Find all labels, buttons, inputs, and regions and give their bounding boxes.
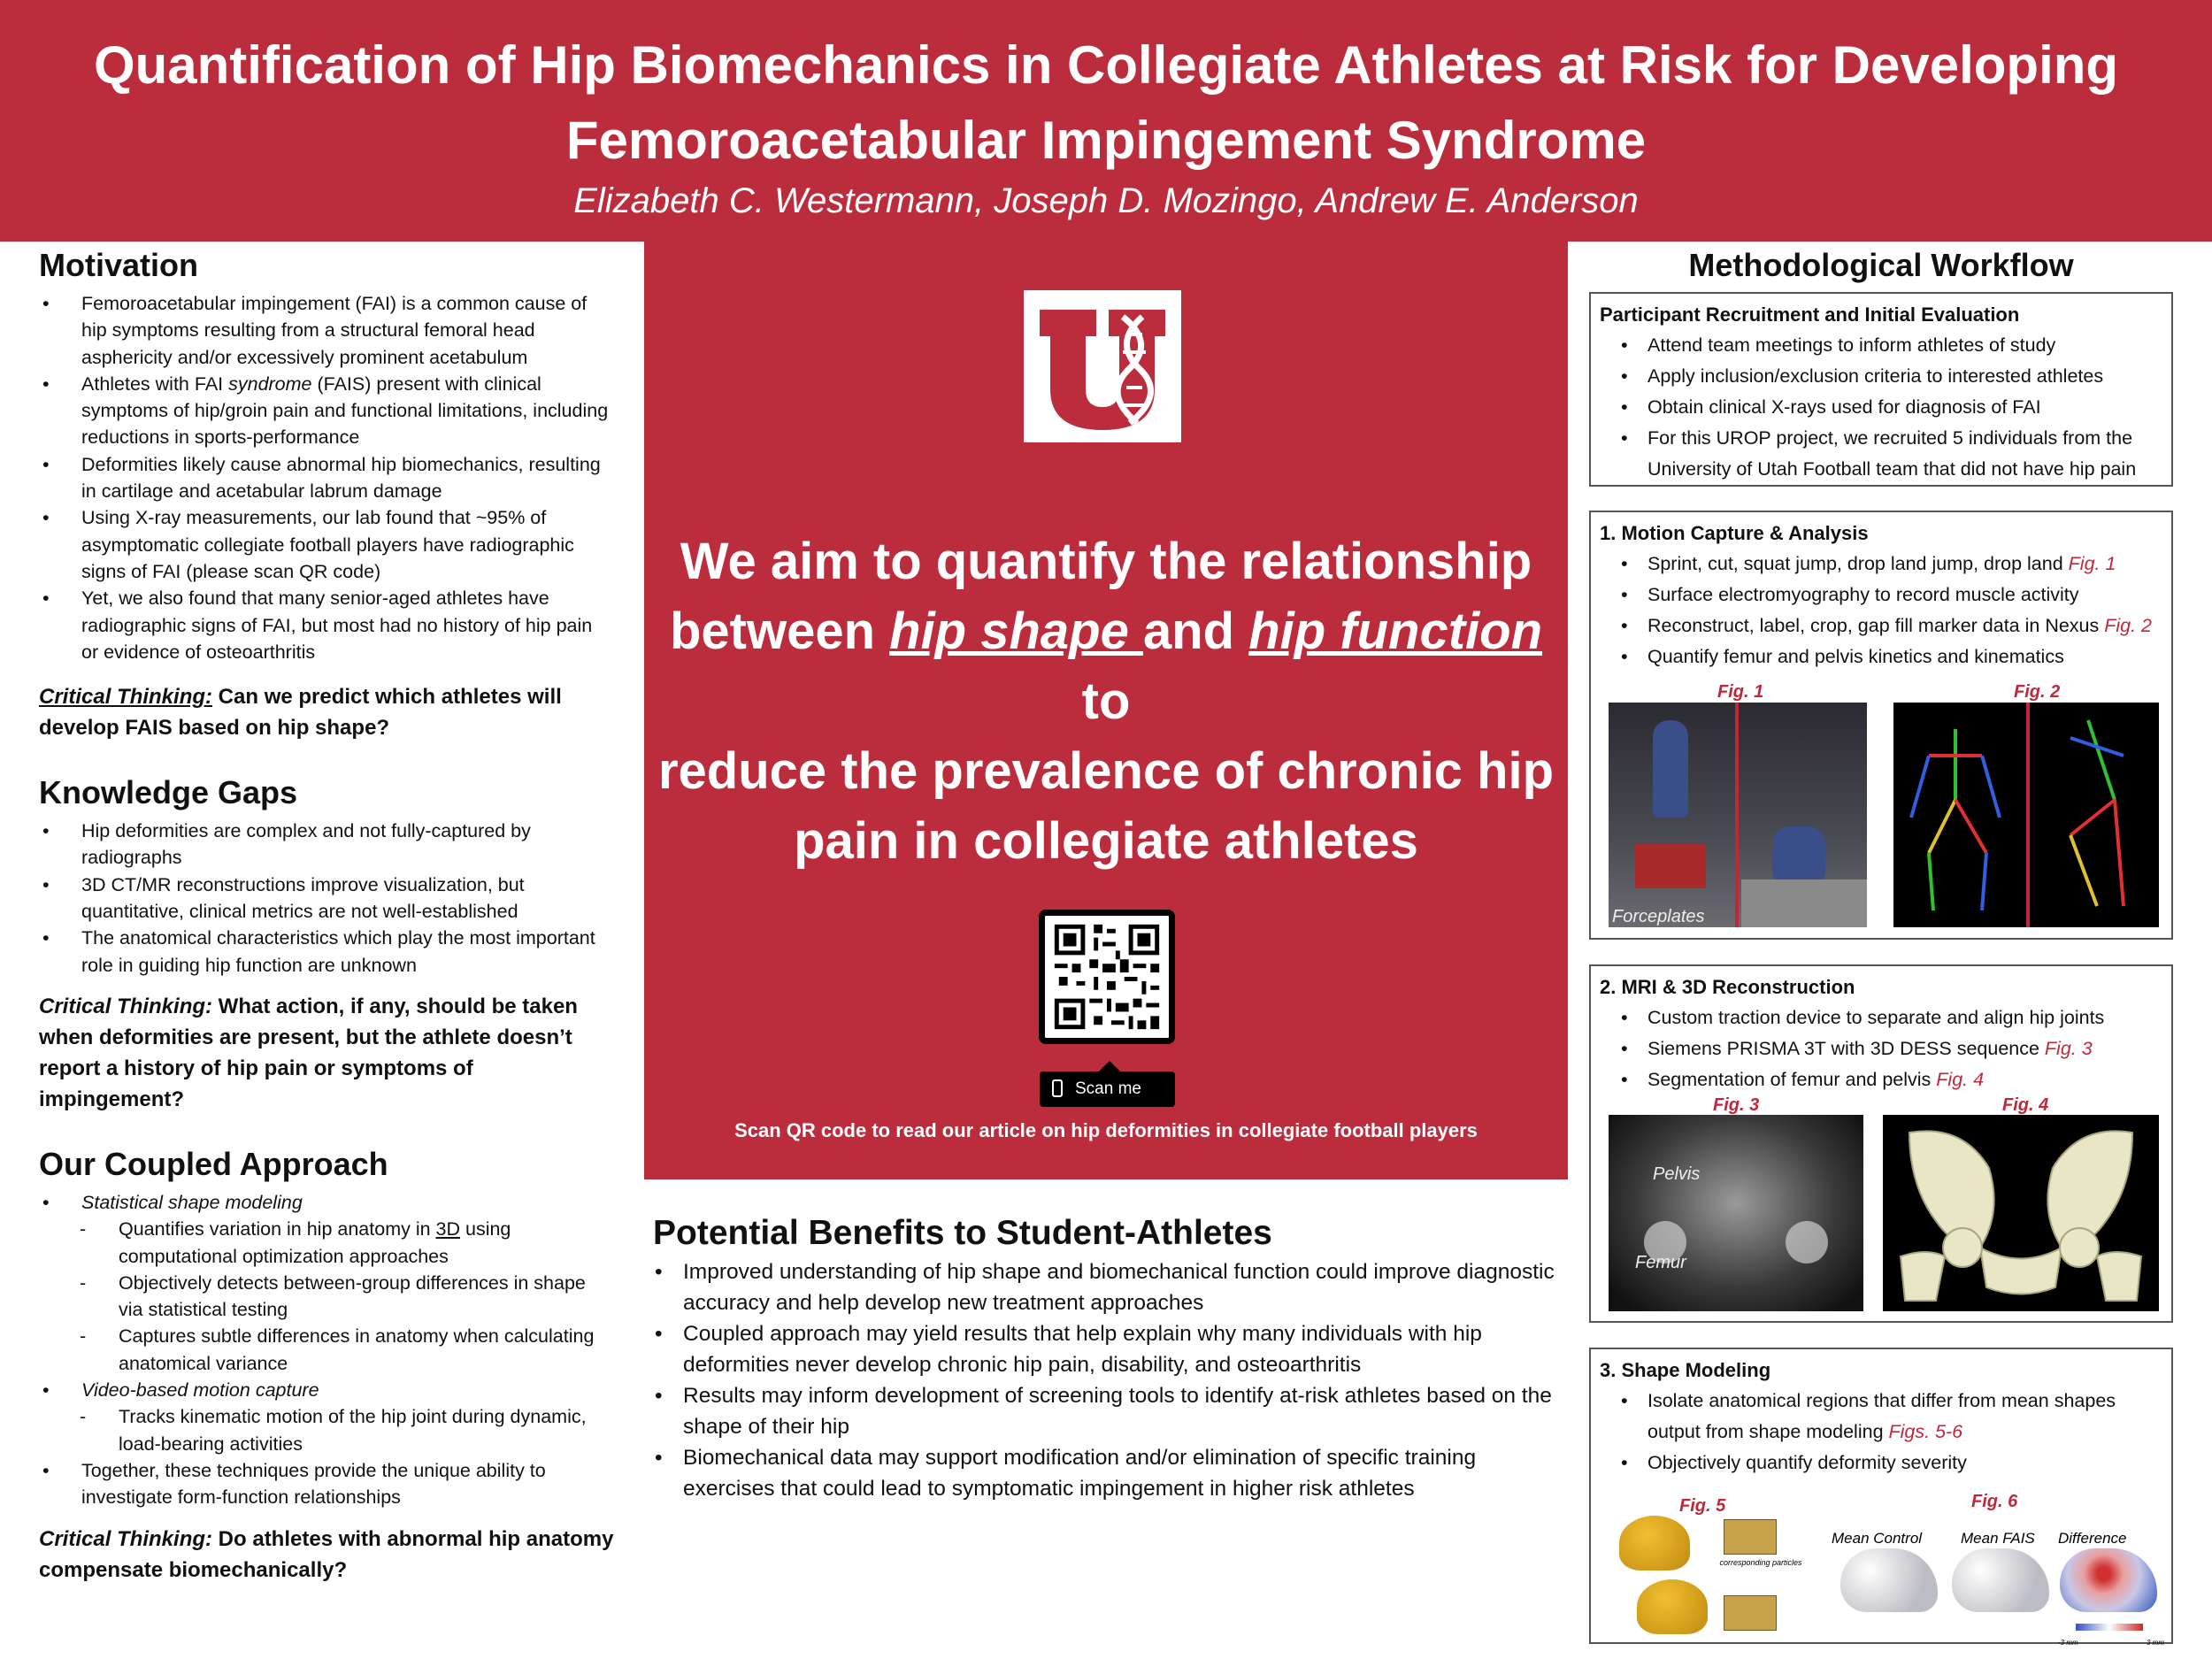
femoral-head <box>1786 1221 1828 1263</box>
difference-colorbar <box>2076 1624 2143 1631</box>
motivation-list <box>39 290 614 665</box>
list-item: - Tracks kinematic motion of the hip joint during dynamic, load-bearing activities <box>119 1403 614 1457</box>
mean-control-femur <box>1840 1548 1938 1612</box>
benefits-heading: Potential Benefits to Student-Athletes <box>653 1214 1272 1252</box>
mri-list <box>1591 1002 2171 1095</box>
list-item: • Obtain clinical X-rays used for diagnosis of FAI <box>1647 392 2171 423</box>
mean-control-label: Mean Control <box>1832 1530 1923 1547</box>
recruitment-heading: Participant Recruitment and Initial Evaluation <box>1600 303 2020 326</box>
benefits-list <box>653 1256 1564 1504</box>
sub-list <box>81 1403 614 1457</box>
corresponding-particles-label: corresponding particles <box>1719 1558 1802 1567</box>
fig6-label: Fig. 6 <box>1971 1492 2018 1511</box>
aim-line: We aim to quantify the relationship <box>680 533 1532 590</box>
list-item <box>1647 549 2171 580</box>
fig-ref: Fig. 1 <box>2068 553 2116 574</box>
aim-panel <box>644 242 1568 1179</box>
qr-caption: Scan QR code to read our article on hip deformities in collegiate football players <box>734 1119 1478 1141</box>
text: 3D <box>435 1218 461 1240</box>
femur-label: Femur <box>1635 1253 1686 1272</box>
forceplate-figure <box>1741 879 1867 927</box>
gaps-heading: Knowledge Gaps <box>39 774 298 811</box>
ct-text: Can we predict which athletes will develop FAIS based on hip shape? <box>39 685 562 741</box>
scan-me-label: Scan me <box>1075 1079 1141 1098</box>
aim-line <box>644 596 1568 736</box>
text: Video-based motion capture <box>81 1379 319 1402</box>
list-item: • For this UROP project, we recruited 5 individuals from the University of Utah Football team that did not have hip pain <box>1647 423 2171 485</box>
text: Statistical shape modeling <box>81 1191 303 1213</box>
list-item: • Femoroacetabular impingement (FAI) is a common cause of hip symptoms resulting from a structural femoral head asphericity and/or excessively prominent acetabulum <box>81 290 614 371</box>
list-item: • Deformities likely cause abnormal hip biomechanics, resulting in cartilage and acetabular labrum damage <box>81 451 614 505</box>
ct-label: Critical Thinking: <box>39 994 213 1018</box>
fig3-label: Fig. 3 <box>1713 1095 1760 1115</box>
fig5-label: Fig. 5 <box>1679 1496 1726 1516</box>
list-item: • Biomechanical data may support modification and/or elimination of specific training exercises that could lead to symptomatic impingement in higher risk athletes <box>683 1442 1564 1504</box>
workflow-heading: Methodological Workflow <box>1688 247 2074 283</box>
list-item: • Results may inform development of screening tools to identify at-risk athletes based on the shape of their hip <box>683 1380 1564 1442</box>
recruitment-list <box>1591 330 2171 485</box>
list-item: • Objectively quantify deformity severity <box>1647 1448 2171 1479</box>
femur-particle-bottom <box>1637 1579 1708 1634</box>
authors: Elizabeth C. Westermann, Joseph D. Mozingo, Andrew E. Anderson <box>573 181 1639 220</box>
qr-code[interactable] <box>1039 910 1175 1044</box>
list-item: • 3D CT/MR reconstructions improve visualization, but quantitative, clinical metrics are not well-established <box>81 872 614 926</box>
pelvis-femur-icon <box>1883 1115 2159 1311</box>
mean-fais-femur <box>1952 1548 2049 1612</box>
fig1-label: Fig. 1 <box>1717 682 1764 702</box>
scale-min-label: -3 mm <box>2058 1639 2078 1647</box>
hip-function-text: hip function <box>1248 603 1543 660</box>
forceplates-label: Forceplates <box>1612 907 1705 926</box>
poster-header <box>0 0 2212 242</box>
qr-code-icon <box>1045 916 1169 1038</box>
shape-heading: 3. Shape Modeling <box>1600 1359 1771 1381</box>
particle-inset <box>1724 1519 1777 1555</box>
ct-text: What action, if any, should be taken when deformities are present, but the athlete doesn’t report a history of hip pain or symptoms of impingement? <box>39 994 578 1111</box>
text: Sprint, cut, squat jump, drop land jump, drop land <box>1647 553 2069 574</box>
fig2-label: Fig. 2 <box>2014 682 2061 702</box>
femur-particle-top <box>1619 1516 1690 1571</box>
phone-icon <box>1052 1079 1063 1097</box>
title-line-1: Quantification of Hip Biomechanics in Collegiate Athletes at Risk for Developing <box>93 35 2119 95</box>
particle-inset <box>1724 1595 1777 1631</box>
text: using computational optimization approaches <box>119 1218 511 1267</box>
text: to <box>1081 672 1131 730</box>
athlete-figure <box>1653 720 1688 818</box>
list-item <box>119 1216 614 1270</box>
fig4-bone-model <box>1883 1115 2159 1311</box>
fig5-shape-particles <box>1610 1516 1807 1640</box>
box-figure <box>1635 844 1706 888</box>
fig1-photo <box>1609 703 1867 927</box>
text: Siemens PRISMA 3T with 3D DESS sequence <box>1647 1038 2045 1059</box>
list-item <box>81 1377 614 1457</box>
mri-box <box>1589 964 2173 1323</box>
university-logo <box>1024 290 1181 442</box>
ct-label: Critical Thinking: <box>39 1526 213 1551</box>
benefits-section <box>653 1214 1564 1504</box>
ct-label: Critical Thinking: <box>39 685 213 710</box>
mri-heading: 2. MRI & 3D Reconstruction <box>1600 976 1855 998</box>
approach-heading: Our Coupled Approach <box>39 1145 388 1182</box>
list-item <box>1647 1386 2171 1448</box>
fig2-photo <box>1893 703 2159 927</box>
mean-fais-label: Mean FAIS <box>1961 1530 2035 1547</box>
fig-ref: Fig. 3 <box>2044 1038 2093 1059</box>
list-item: • Using X-ray measurements, our lab found that ~95% of asymptomatic collegiate football players have radiographic signs of FAI (please scan QR code) <box>81 504 614 585</box>
critical-thinking-2 <box>39 991 614 1115</box>
list-item: • Coupled approach may yield results that help explain why many individuals with hip deformities never develop chronic hip pain, disability, and osteoarthritis <box>683 1318 1564 1380</box>
callout-pointer <box>1099 1061 1120 1071</box>
difference-femur <box>2060 1548 2157 1612</box>
critical-thinking-1 <box>39 681 614 743</box>
list-item: • Yet, we also found that many senior-aged athletes have radiographic signs of FAI, but most had no history of hip pain or evidence of osteoarthritis <box>81 585 614 665</box>
text: Reconstruct, label, crop, gap fill marker data in Nexus <box>1647 615 2105 636</box>
text: Quantifies variation in hip anatomy in <box>119 1218 436 1240</box>
ct-text: Do athletes with abnormal hip anatomy compensate biomechanically? <box>39 1526 614 1582</box>
list-item: • Quantify femur and pelvis kinetics and kinematics <box>1647 641 2171 672</box>
text: between <box>669 603 890 660</box>
block-u-dna-icon <box>1024 290 1181 442</box>
difference-label: Difference <box>2058 1530 2127 1547</box>
text: Isolate anatomical regions that differ from mean shapes output from shape modeling <box>1647 1390 2116 1442</box>
list-item: - Objectively detects between-group differences in shape via statistical testing <box>119 1270 614 1324</box>
fig-ref: Fig. 2 <box>2104 615 2153 636</box>
list-item <box>1647 1033 2171 1064</box>
scan-me-tab <box>1040 1071 1175 1107</box>
left-column <box>39 246 614 1586</box>
text-emphasis: syndrome <box>228 373 312 395</box>
list-item: • Surface electromyography to record muscle activity <box>1647 580 2171 611</box>
fig3-mri <box>1609 1115 1863 1311</box>
approach-list <box>39 1189 614 1511</box>
text: (FAIS) present with clinical symptoms of hip/groin pain and functional limitations, including reductions in sports-performance <box>81 373 609 449</box>
scale-max-label: 3 mm <box>2147 1639 2164 1647</box>
sub-list <box>81 1216 614 1377</box>
fig4-label: Fig. 4 <box>2002 1095 2049 1115</box>
recruitment-box <box>1589 292 2173 487</box>
motion-list <box>1591 549 2171 672</box>
text: Segmentation of femur and pelvis <box>1647 1069 1937 1090</box>
pelvis-label: Pelvis <box>1653 1164 1701 1184</box>
fig-ref: Fig. 4 <box>1936 1069 1985 1090</box>
list-item: • The anatomical characteristics which play the most important role in guiding hip function are unknown <box>81 925 614 979</box>
title-line-2: Femoroacetabular Impingement Syndrome <box>565 111 1647 170</box>
aim-line: pain in collegiate athletes <box>794 812 1418 870</box>
text: Athletes with FAI <box>81 373 229 395</box>
shape-modeling-box <box>1589 1348 2173 1647</box>
motion-capture-box <box>1589 511 2173 940</box>
skeleton-model-icon <box>1893 703 2159 927</box>
list-item <box>1647 611 2171 641</box>
fig-ref: Figs. 5-6 <box>1888 1421 1963 1442</box>
list-item: • Hip deformities are complex and not fully-captured by radiographs <box>81 818 614 872</box>
gaps-list <box>39 818 614 979</box>
divider <box>1735 703 1739 927</box>
list-item <box>81 1189 614 1377</box>
list-item: • Improved understanding of hip shape and biomechanical function could improve diagnostic accuracy and help develop new treatment approaches <box>683 1256 1564 1318</box>
list-item: • Apply inclusion/exclusion criteria to interested athletes <box>1647 361 2171 392</box>
list-item: • Attend team meetings to inform athletes of study <box>1647 330 2171 361</box>
motivation-heading: Motivation <box>39 247 198 283</box>
hip-shape-text: hip shape <box>889 603 1143 660</box>
shape-list <box>1591 1386 2171 1479</box>
motion-heading: 1. Motion Capture & Analysis <box>1600 522 1869 544</box>
list-item <box>81 371 614 451</box>
list-item: - Captures subtle differences in anatomy when calculating anatomical variance <box>119 1323 614 1377</box>
aim-statement <box>644 526 1568 876</box>
critical-thinking-3 <box>39 1524 614 1586</box>
text: and <box>1142 603 1249 660</box>
list-item: • Together, these techniques provide the unique ability to investigate form-function relationships <box>81 1457 614 1511</box>
list-item: • Custom traction device to separate and align hip joints <box>1647 1002 2171 1033</box>
aim-line: reduce the prevalence of chronic hip <box>657 742 1555 800</box>
